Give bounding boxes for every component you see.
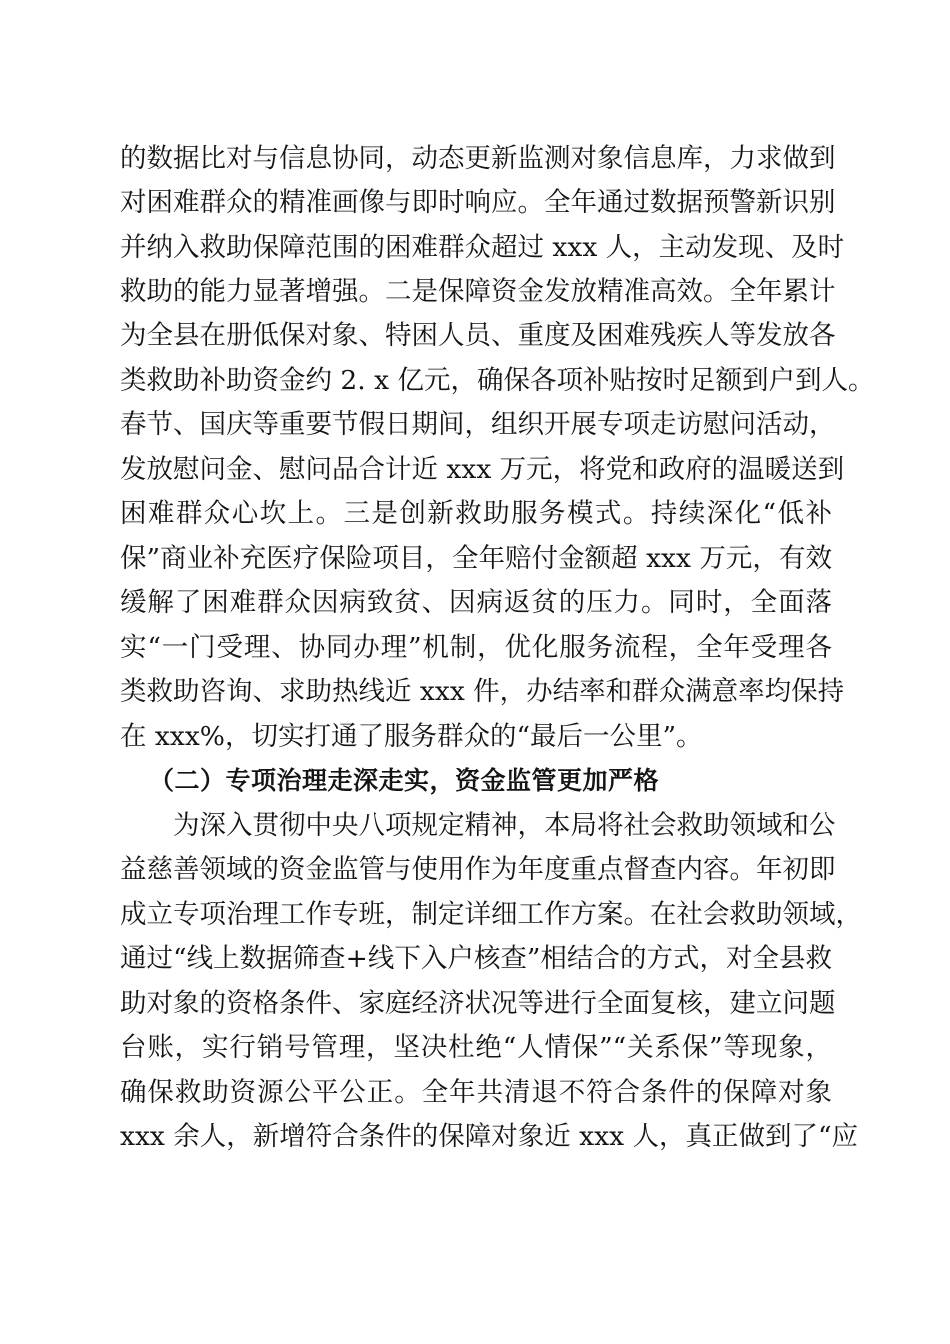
section-heading: （二）专项治理走深走实，资金监管更加严格	[149, 766, 660, 795]
text-line: 春节、国庆等重要节假日期间，组织开展专项走访慰问活动，	[120, 409, 836, 440]
text-line: 在 xxx%，切实打通了服务群众的“最后一公里”。	[120, 721, 703, 752]
text-line: 救助的能力显著增强。二是保障资金发放精准高效。全年累计	[120, 276, 836, 307]
text-line: 通过“线上数据筛查+线下入户核查”相结合的方式，对全县救	[120, 943, 832, 974]
text-line: 益慈善领域的资金监管与使用作为年度重点督查内容。年初即	[120, 854, 836, 885]
text-line: 类救助补助资金约 2. x 亿元，确保各项补贴按时足额到户到人。	[120, 365, 875, 396]
text-line: 对困难群众的精准画像与即时响应。全年通过数据预警新识别	[120, 187, 836, 218]
text-line: 发放慰问金、慰问品合计近 xxx 万元，将党和政府的温暖送到	[120, 454, 845, 485]
text-line: 成立专项治理工作专班，制定详细工作方案。在社会救助领域，	[120, 899, 862, 930]
text-line: 台账，实行销号管理，坚决杜绝“人情保”“关系保”等现象，	[120, 1032, 832, 1063]
text-line: 并纳入救助保障范围的困难群众超过 xxx 人，主动发现、及时	[120, 232, 845, 263]
text-line: 类救助咨询、求助热线近 xxx 件，办结率和群众满意率均保持	[120, 676, 845, 707]
text-line: 确保救助资源公平公正。全年共清退不符合条件的保障对象	[120, 1077, 832, 1108]
text-line: 困难群众心坎上。三是创新救助服务模式。持续深化“低补	[120, 498, 832, 529]
text-line: 为深入贯彻中央八项规定精神，本局将社会救助领域和公	[173, 810, 836, 841]
text-line: 为全县在册低保对象、特困人员、重度及困难残疾人等发放各	[120, 320, 836, 351]
text-line: 实“一门受理、协同办理”机制，优化服务流程，全年受理各	[120, 632, 832, 663]
text-line: 缓解了困难群众因病致贫、因病返贫的压力。同时，全面落	[120, 587, 832, 618]
text-line: 的数据比对与信息协同，动态更新监测对象信息库，力求做到	[120, 143, 836, 174]
text-line: 助对象的资格条件、家庭经济状况等进行全面复核，建立问题	[120, 988, 836, 1019]
text-line: 保”商业补充医疗保险项目，全年赔付金额超 xxx 万元，有效	[120, 543, 832, 574]
text-line: xxx 余人，新增符合条件的保障对象近 xxx 人，真正做到了“应	[120, 1121, 858, 1152]
